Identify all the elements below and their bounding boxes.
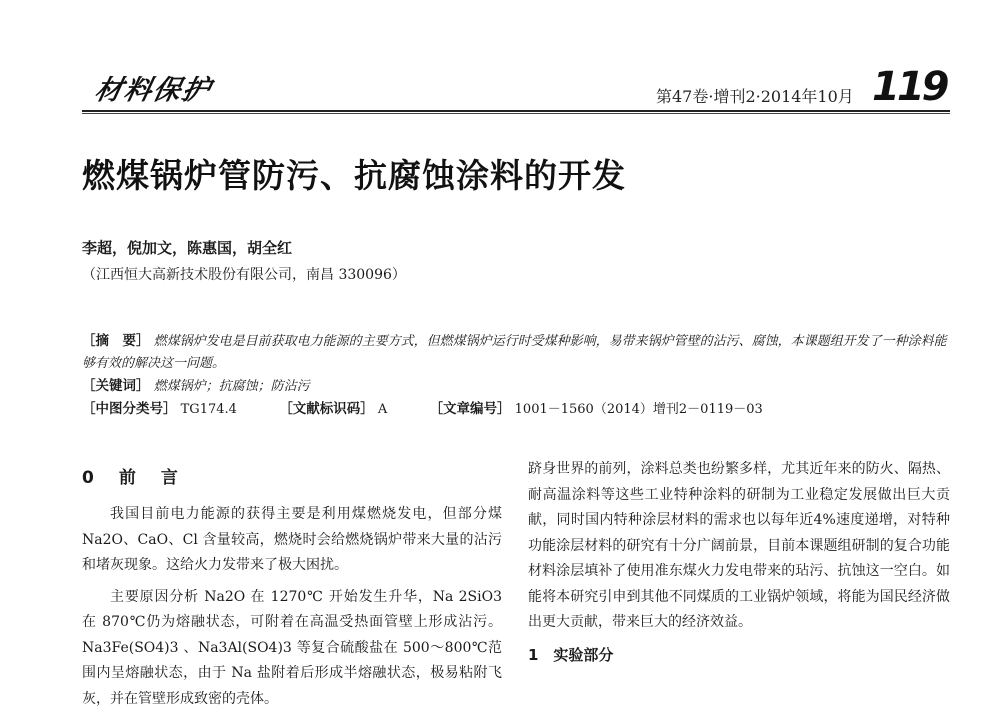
abstract-label: ［摘 要］ [82, 333, 150, 349]
journal-logo: 材料保护 [92, 68, 216, 107]
author-list: 李超，倪加文，陈惠国，胡全红 [82, 237, 292, 258]
article-title: 燃煤锅炉管防污、抗腐蚀涂料的开发 [82, 150, 626, 197]
body-paragraph-continued: 跻身世界的前列，涂料总类也纷繁多样，尤其近年来的防火、隔热、耐高温涂料等这些工业特种涂料的研制为工业稳定发展做出巨大贡献，同时国内特种涂层材料的需求也以每年近4%速度递增，对特种功能涂层材料的研究有十分广阔前景，目前本课题组研制的复合功能材料涂层填补了使用准东煤火力发电带来的玷污、抗蚀这一空白。如能将本研究引申到其他不同煤质的工业锅炉领域，将能为国民经济做出更大贡献，带来巨大的经济效益。 [528, 457, 950, 636]
abstract [82, 330, 948, 375]
right-column [528, 457, 950, 665]
article-metadata [82, 330, 948, 421]
affiliation: （江西恒大高新技术股份有限公司，南昌 330096） [82, 264, 406, 284]
keywords-text: 燃煤锅炉；抗腐蚀；防沾污 [154, 379, 310, 394]
clc-value: TG174.4 [181, 402, 237, 417]
issue-info: 第47卷·增刊2·2014年10月 [656, 84, 854, 107]
doccode-value: A [378, 402, 387, 417]
classification-row [82, 398, 948, 421]
header-rule [82, 110, 950, 112]
section-heading-introduction: 0 前 言 [82, 463, 502, 488]
doccode-label: ［文献标识码］ [279, 401, 374, 417]
section-heading-experiment: 1 实验部分 [528, 644, 950, 665]
abstract-text: 燃煤锅炉发电是目前获取电力能源的主要方式，但燃煤锅炉运行时受煤种影响，易带来锅炉管壁的沾污、腐蚀，本课题组开发了一种涂料能够有效的解决这一问题。 [82, 334, 947, 371]
keywords [82, 375, 948, 398]
clc-label: ［中图分类号］ [82, 401, 177, 417]
articleno-value: 1001－1560（2014）增刊2－0119－03 [515, 402, 763, 417]
body-paragraph: 主要原因分析 Na2O 在 1270℃ 开始发生升华，Na 2SiO3 在 870℃仍为熔融状态，可附着在高温受热面管壁上形成沾污。Na3Fe(SO4)3 、Na3Al(SO4)3 等复合硫酸盐在 500～800℃范围内呈熔融状态，由于 Na 盐附着后形成半熔融状态，极易粘附飞灰，并在管壁形成致密的壳体。 [82, 585, 502, 712]
body-paragraph: 我国目前电力能源的获得主要是利用煤燃烧发电，但部分煤 Na2O、CaO、Cl 含量较高，燃烧时会给燃烧锅炉带来大量的沾污和堵灰现象。这给火力发带来了极大困扰。 [82, 502, 502, 579]
left-column [82, 463, 502, 712]
page-number: 119 [872, 64, 947, 110]
header-rule-thin [82, 113, 950, 114]
articleno-label: ［文章编号］ [430, 401, 511, 417]
keywords-label: ［关键词］ [82, 378, 150, 394]
